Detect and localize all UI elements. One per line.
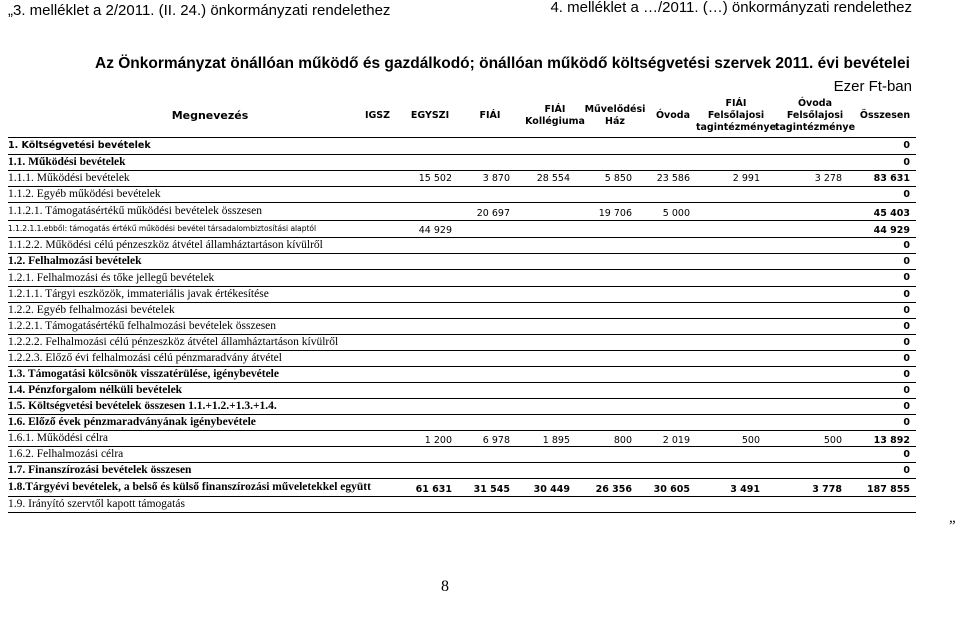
cell-value: 23 586 xyxy=(656,173,690,184)
col-header-ovoda-felsolajosi: Óvoda Felsőlajosi tagintézménye xyxy=(774,98,856,133)
row-total: 13 892 xyxy=(873,435,910,446)
col-header-osszesen: Összesen xyxy=(859,110,911,121)
row-total: 187 855 xyxy=(867,484,910,495)
table-row xyxy=(8,155,916,171)
row-label: 1.6. Előző évek pénzmaradványának igénybevétele xyxy=(8,416,256,428)
row-label: 1.1. Működési bevételek xyxy=(8,156,126,168)
row-total: 0 xyxy=(903,353,910,364)
row-label: 1.2.2.1. Támogatásértékű felhalmozási bevételek összesen xyxy=(8,320,277,332)
row-label: 1.2.2. Egyéb felhalmozási bevételek xyxy=(8,304,175,316)
table-row xyxy=(8,367,916,383)
table-row xyxy=(8,221,916,238)
row-label: 1.3. Támogatási kölcsönök visszatérülése, igénybevétele xyxy=(8,368,279,380)
row-label: 1.6.2. Felhalmozási célra xyxy=(8,448,124,460)
cell-value: 500 xyxy=(741,435,760,446)
row-total: 0 xyxy=(903,321,910,332)
row-label: 1.4. Pénzforgalom nélküli bevételek xyxy=(8,384,183,396)
cell-value: 31 545 xyxy=(473,484,510,495)
row-total: 0 xyxy=(903,272,910,283)
table-row xyxy=(8,254,916,270)
cell-value: 800 xyxy=(613,435,632,446)
cell-value: 28 554 xyxy=(536,173,570,184)
row-label: 1.2.2.2. Felhalmozási célú pénzeszköz átvétel államháztartáson kívülről xyxy=(8,336,339,348)
page-number: 8 xyxy=(441,578,449,595)
cell-value: 5 850 xyxy=(604,173,632,184)
cell-value: 20 697 xyxy=(476,208,510,219)
row-total: 0 xyxy=(903,157,910,168)
row-total: 0 xyxy=(903,305,910,316)
header-divider xyxy=(8,137,916,138)
cell-value: 1 200 xyxy=(424,435,452,446)
cell-value: 1 895 xyxy=(542,435,570,446)
col-header-fiai-kollegiuma: FIÁI Kollégiuma xyxy=(525,104,585,127)
row-label: 1.1.2. Egyéb működési bevételek xyxy=(8,188,161,200)
col-header-ovoda: Óvoda xyxy=(655,110,690,121)
row-total: 0 xyxy=(903,401,910,412)
row-label: 1.2. Felhalmozási bevételek xyxy=(8,255,142,267)
cell-value: 26 356 xyxy=(595,484,632,495)
col-header-egyszi: EGYSZI xyxy=(410,110,450,121)
col-header-fiai: FIÁI xyxy=(479,110,501,121)
row-label: 1. Költségvetési bevételek xyxy=(8,140,151,151)
table-row xyxy=(8,383,916,399)
row-label: 1.8.Tárgyévi bevételek, a belső és külső finanszírozási műveletekkel együtt xyxy=(8,481,371,493)
table-row xyxy=(8,351,916,367)
closing-quote: ” xyxy=(949,518,956,534)
row-total: 0 xyxy=(903,240,910,251)
table-row xyxy=(8,399,916,415)
row-total: 0 xyxy=(903,337,910,348)
row-total: 0 xyxy=(903,140,910,151)
row-label: 1.7. Finanszírozási bevételek összesen xyxy=(8,464,192,476)
row-label: 1.1.1. Működési bevételek xyxy=(8,172,130,184)
row-label: 1.5. Költségvetési bevételek összesen 1.1.+1.2.+1.3.+1.4. xyxy=(8,400,277,412)
cell-value: 2 991 xyxy=(732,173,760,184)
row-total: 0 xyxy=(903,417,910,428)
table-row xyxy=(8,171,916,187)
row-total: 0 xyxy=(903,385,910,396)
row-total: 0 xyxy=(903,449,910,460)
cell-value: 19 706 xyxy=(598,208,632,219)
table-row xyxy=(8,303,916,319)
col-header-igsz: IGSZ xyxy=(364,110,391,121)
cell-value: 61 631 xyxy=(415,484,452,495)
cell-value: 3 870 xyxy=(482,173,510,184)
cell-value: 3 278 xyxy=(814,173,842,184)
cell-value: 44 929 xyxy=(418,225,452,236)
row-label: 1.2.1. Felhalmozási és tőke jellegű bevételek xyxy=(8,272,215,284)
row-total: 0 xyxy=(903,465,910,476)
cell-value: 6 978 xyxy=(482,435,510,446)
table-row xyxy=(8,335,916,351)
unit-label: Ezer Ft-ban xyxy=(833,78,912,95)
row-total: 45 403 xyxy=(873,208,910,219)
table-row xyxy=(8,138,916,155)
row-label: 1.9. Irányító szervtől kapott támogatás xyxy=(8,498,185,510)
table-row xyxy=(8,238,916,254)
table-row xyxy=(8,203,916,221)
row-label: 1.1.2.1. Támogatásértékű működési bevételek összesen xyxy=(8,205,262,217)
cell-value: 3 778 xyxy=(812,484,842,495)
row-label: 1.2.2.3. Előző évi felhalmozási célú pénzmaradvány átvétel xyxy=(8,352,282,364)
cell-value: 3 491 xyxy=(730,484,760,495)
row-total: 44 929 xyxy=(873,225,910,236)
col-header-fiai-felsolajosi: FIÁI Felsőlajosi tagintézménye xyxy=(695,98,777,133)
col-header-name: Megnevezés xyxy=(171,109,249,122)
table-row xyxy=(8,415,916,431)
right-header: 4. melléklet a …/2011. (…) önkormányzati rendelethez xyxy=(550,0,912,16)
row-total: 0 xyxy=(903,369,910,380)
cell-value: 30 605 xyxy=(653,484,690,495)
row-total: 83 631 xyxy=(873,173,910,184)
col-header-muvelodesi-haz: Művelődési Ház xyxy=(584,104,646,127)
cell-value: 15 502 xyxy=(418,173,452,184)
table-row xyxy=(8,463,916,479)
table-row xyxy=(8,431,916,447)
table-row xyxy=(8,497,916,513)
row-total: 0 xyxy=(903,189,910,200)
row-label: 1.1.2.1.1.ebből: támogatás értékű működési bevétel társadalombiztosítási alaptól xyxy=(8,224,317,233)
table-row xyxy=(8,319,916,335)
cell-value: 5 000 xyxy=(662,208,690,219)
cell-value: 30 449 xyxy=(533,484,570,495)
page-title: Az Önkormányzat önállóan működő és gazdálkodó; önállóan működő költségvetési szervek 2011. évi bevételei xyxy=(95,55,910,72)
cell-value: 500 xyxy=(823,435,842,446)
cell-value: 2 019 xyxy=(662,435,690,446)
row-label: 1.6.1. Működési célra xyxy=(8,432,108,444)
row-total: 0 xyxy=(903,289,910,300)
table-row xyxy=(8,287,916,303)
table-row xyxy=(8,270,916,287)
table-row xyxy=(8,479,916,497)
row-label: 1.1.2.2. Működési célú pénzeszköz átvétel államháztartáson kívülről xyxy=(8,239,323,251)
row-label: 1.2.1.1. Tárgyi eszközök, immateriális javak értékesítése xyxy=(8,288,269,300)
row-total: 0 xyxy=(903,256,910,267)
left-header: „3. melléklet a 2/2011. (II. 24.) önkormányzati rendelethez xyxy=(8,2,391,19)
table-row xyxy=(8,187,916,203)
table-row xyxy=(8,447,916,463)
